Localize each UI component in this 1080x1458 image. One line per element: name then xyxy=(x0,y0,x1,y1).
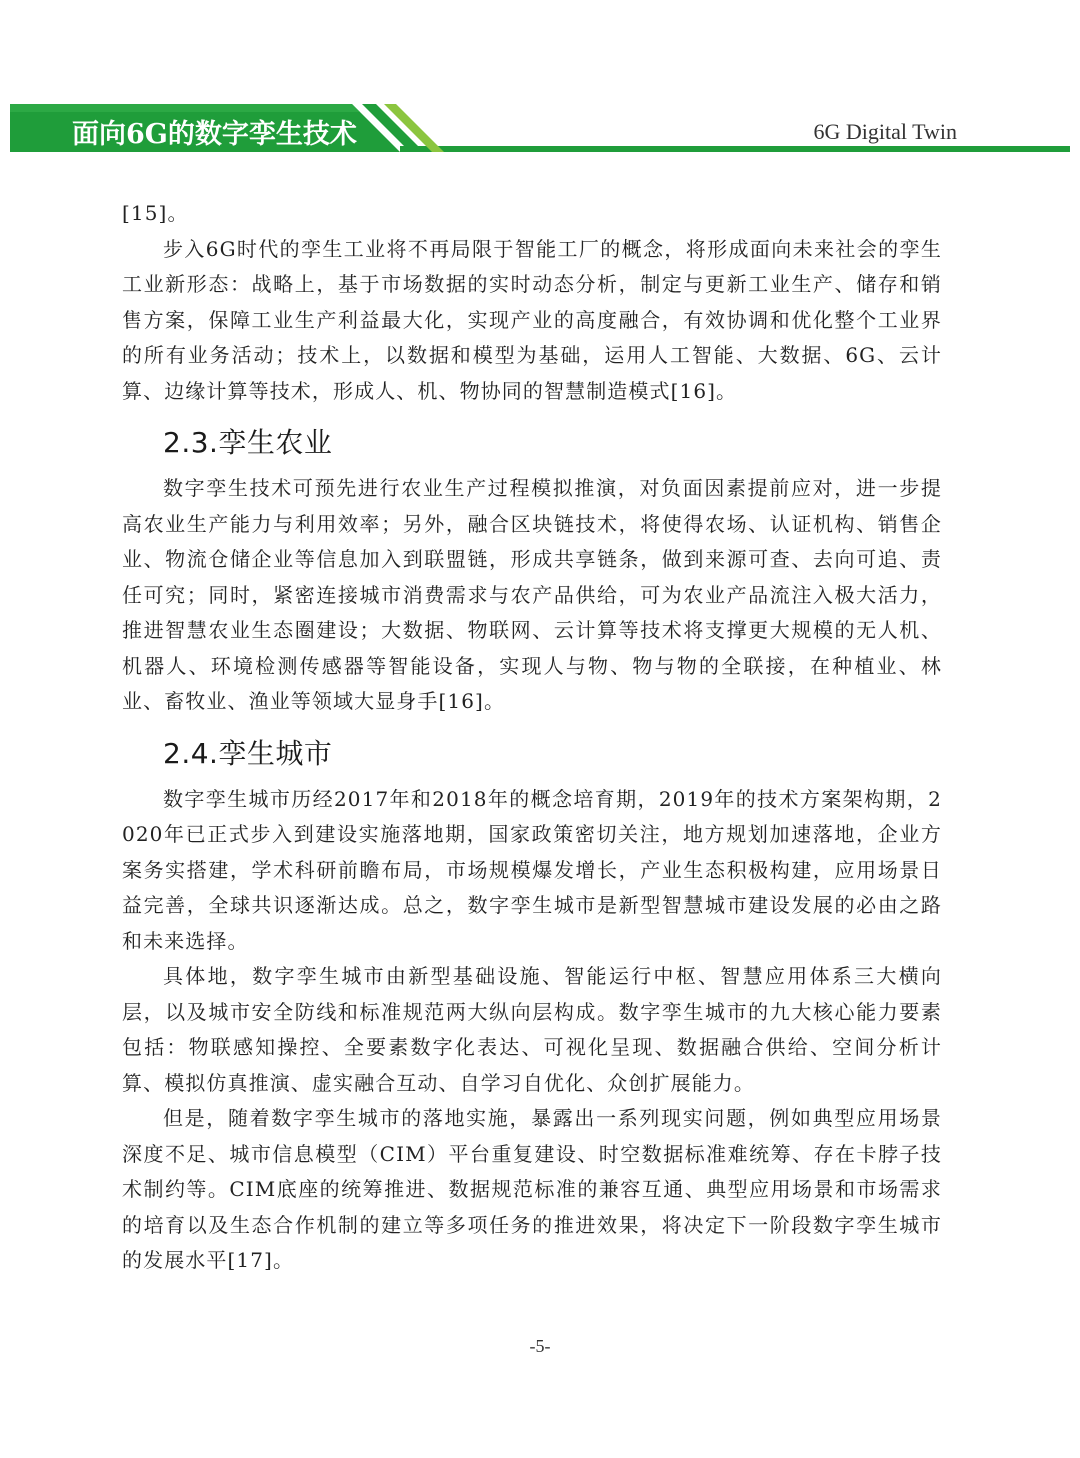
header-title: 面向6G的数字孪生技术 xyxy=(72,119,357,150)
page-header xyxy=(0,0,1080,160)
paragraph-twin-agriculture: 数字孪生技术可预先进行农业生产过程模拟推演，对负面因素提前应对，进一步提高农业生产能力与利用效率；另外，融合区块链技术，将使得农场、认证机构、销售企业、物流仓储企业等信息加入到联盟链，形成共享链条，做到来源可查、去向可追、责任可究；同时，紧密连接城市消费需求与农产品供给，可为农业产品流注入极大活力，推进智慧农业生态圈建设；大数据、物联网、云计算等技术将支撑更大规模的无人机、机器人、环境检测传感器等智能设备，实现人与物、物与物的全联接，在种植业、林业、畜牧业、渔业等领域大显身手[16]。 xyxy=(122,476,942,713)
intro-fragment: [15]。 xyxy=(122,201,189,225)
section-heading-twin-city: 2.4.孪生城市 xyxy=(163,736,333,770)
header-subtitle: 6G Digital Twin xyxy=(813,119,957,144)
section-heading-twin-agriculture: 2.3.孪生农业 xyxy=(163,426,333,459)
page-body xyxy=(122,196,942,1279)
paragraph-twin-city-3: 但是，随着数字孪生城市的落地实施，暴露出一系列现实问题，例如典型应用场景深度不足、城市信息模型（CIM）平台重复建设、时空数据标准难统筹、存在卡脖子技术制约等。CIM底座的统筹推进、数据规范标准的兼容互通、典型应用场景和市场需求的培育以及生态合作机制的建立等多项任务的推进效果，将决定下一阶段数字孪生城市的发展水平[17]。 xyxy=(122,1106,942,1272)
paragraph-twin-city-1: 数字孪生城市历经2017年和2018年的概念培育期，2019年的技术方案架构期，2020年已正式步入到建设实施落地期，国家政策密切关注，地方规划加速落地，企业方案务实搭建，学术科研前瞻布局，市场规模爆发增长，产业生态积极构建，应用场景日益完善，全球共识逐渐达成。总之，数字孪生城市是新型智慧城市建设发展的必由之路和未来选择。 xyxy=(122,786,942,953)
paragraph-twin-industry: 步入6G时代的孪生工业将不再局限于智能工厂的概念，将形成面向未来社会的孪生工业新形态：战略上，基于市场数据的实时动态分析，制定与更新工业生产、储存和销售方案，保障工业生产利益最大化，实现产业的高度融合，有效协调和优化整个工业界的所有业务活动；技术上，以数据和模型为基础，运用人工智能、大数据、6G、云计算、边缘计算等技术，形成人、机、物协同的智慧制造模式[16]。 xyxy=(122,236,942,403)
page-number: -5- xyxy=(529,1336,551,1356)
paragraph-twin-city-2: 具体地，数字孪生城市由新型基础设施、智能运行中枢、智慧应用体系三大横向层，以及城市安全防线和标准规范两大纵向层构成。数字孪生城市的九大核心能力要素包括：物联感知操控、全要素数字化表达、可视化呈现、数据融合供给、空间分析计算、模拟仿真推演、虚实融合互动、自学习自优化、众创扩展能力。 xyxy=(122,964,942,1095)
